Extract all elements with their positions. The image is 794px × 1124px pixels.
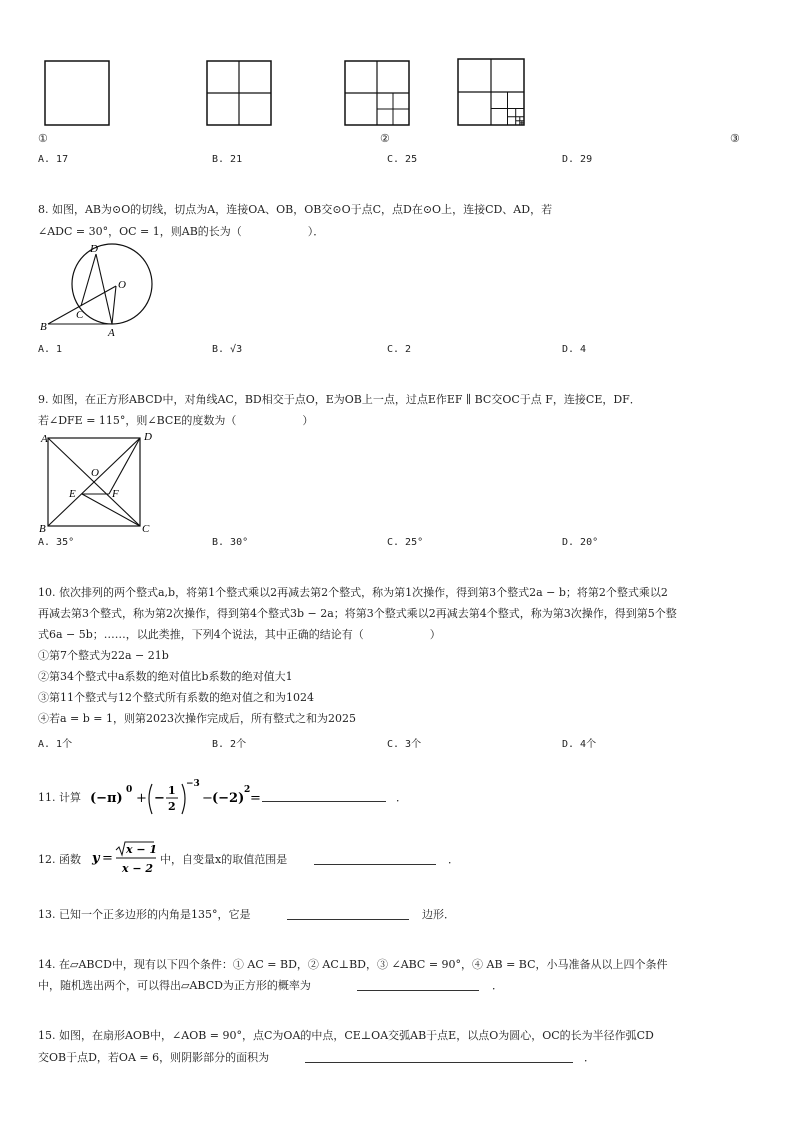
svg-text:=: = <box>102 851 113 866</box>
q8-circle-tangent-figure <box>38 242 168 337</box>
q9-point-o: O <box>91 467 99 479</box>
q11-suffix: ． <box>396 791 407 804</box>
q12-answer-blank[interactable] <box>314 852 436 865</box>
q8-point-b: B <box>40 321 47 333</box>
svg-text:y: y <box>92 851 100 866</box>
svg-text:2: 2 <box>168 800 176 813</box>
q12-prefix: 12. 函数 <box>38 853 81 866</box>
q10-option-a: A. 1个 <box>38 739 73 750</box>
q15-answer-blank[interactable] <box>305 1050 573 1063</box>
q8-option-a: A. 1 <box>38 344 63 355</box>
q10-statement-2: ②第34个整式中a系数的绝对值比b系数的绝对值大1 <box>38 670 293 683</box>
q10-text-line2: 再减去第3个整式，称为第2次操作，得到第4个整式3b − 2a；将第3个整式乘以2再减去第4个整式，称为第3次操作，得到第5个整 <box>38 607 677 620</box>
q8-point-d: D <box>90 243 98 255</box>
q13-suffix: 边形． <box>422 908 455 921</box>
q10-statement-4: ④若a = b = 1，则第2023次操作完成后，所有整式之和为2025 <box>38 712 357 725</box>
q9-point-e: E <box>69 488 76 500</box>
svg-text:x − 2: x − 2 <box>122 862 154 875</box>
q9-option-b: B. 30° <box>212 537 249 548</box>
figure-label-2: ② <box>380 132 390 145</box>
square-figure-1 <box>44 60 110 126</box>
q12-suffix: ． <box>448 853 459 866</box>
q10-option-b: B. 2个 <box>212 739 247 750</box>
q11-expression <box>90 774 260 820</box>
q10-statement-3: ③第11个整式与12个整式所有系数的绝对值之和为1024 <box>38 691 314 704</box>
square-figure-4 <box>457 58 525 126</box>
q9-option-c: C. 25° <box>387 537 424 548</box>
q11-answer-blank[interactable] <box>262 789 386 802</box>
figure-label-3: ③ <box>730 132 740 145</box>
q10-statement-1: ①第7个整式为22a − 21b <box>38 649 169 662</box>
q8-text-line2: ∠ADC = 30°，OC = 1，则AB的长为（ ）． <box>38 225 325 238</box>
q13-answer-blank[interactable] <box>287 907 409 920</box>
svg-text:1: 1 <box>168 784 176 797</box>
q8-point-a: A <box>108 327 115 339</box>
figure-label-1: ① <box>38 132 48 145</box>
q12-middle: 中，自变量x的取值范围是 <box>160 853 288 866</box>
q11-prefix: 11. 计算 <box>38 791 81 804</box>
square-figure-3 <box>344 60 410 126</box>
square-figure-2 <box>206 60 272 126</box>
q14-answer-blank[interactable] <box>357 978 479 991</box>
q15-text-line1: 15. 如图，在扇形AOB中，∠AOB = 90°，点C为OA的中点，CE⊥OA交弧AB于点E，以点O为圆心，OC的长为半径作弧CD <box>38 1029 654 1042</box>
q13-text: 13. 已知一个正多边形的内角是135°，它是 <box>38 908 251 921</box>
q15-suffix: ． <box>584 1051 595 1064</box>
svg-text:2: 2 <box>244 785 251 795</box>
q8-option-d: D. 4 <box>562 344 587 355</box>
svg-text:−: − <box>154 791 165 806</box>
q10-text-line3: 式6a − 5b；……，以此类推，下列4个说法，其中正确的结论有（ ） <box>38 628 441 641</box>
q9-point-f: F <box>112 488 119 500</box>
q7-option-b: B. 21 <box>212 154 243 165</box>
q8-text-line1: 8. 如图，AB为⊙O的切线，切点为A，连接OA、OB，OB交⊙O于点C，点D在⊙O上，连接CD、AD，若 <box>38 203 553 216</box>
q14-text-line2: 中，随机选出两个，可以得出▱ABCD为正方形的概率为 <box>38 979 311 992</box>
q8-point-o: O <box>118 279 126 291</box>
q7-option-a: A. 17 <box>38 154 69 165</box>
q15-text-line2: 交OB于点D，若OA = 6，则阴影部分的面积为 <box>38 1051 270 1064</box>
q9-option-d: D. 20° <box>562 537 599 548</box>
q10-option-c: C. 3个 <box>387 739 422 750</box>
q12-function-expression <box>92 838 160 878</box>
svg-text:0: 0 <box>126 785 133 795</box>
svg-text:+: + <box>136 791 147 806</box>
q9-point-c: C <box>142 523 150 535</box>
svg-text:(−2): (−2) <box>212 791 245 806</box>
q14-suffix: ． <box>492 979 503 992</box>
q7-option-d: D. 29 <box>562 154 593 165</box>
svg-text:(−π): (−π) <box>90 791 123 806</box>
svg-text:−: − <box>202 791 213 806</box>
q9-text-line2: 若∠DFE = 115°，则∠BCE的度数为（ ） <box>38 414 314 427</box>
svg-text:−3: −3 <box>186 779 200 789</box>
q7-option-c: C. 25 <box>387 154 418 165</box>
svg-text:=: = <box>250 791 261 806</box>
q9-point-b: B <box>39 523 46 535</box>
svg-text:x − 1: x − 1 <box>126 843 158 856</box>
q9-text-line1: 9. 如图，在正方形ABCD中，对角线AC，BD相交于点O，E为OB上一点，过点E作EF ∥ BC交OC于点 F，连接CE，DF． <box>38 393 641 406</box>
q14-text-line1: 14. 在▱ABCD中，现有以下四个条件：① AC = BD，② AC⊥BD，③ ∠ABC = 90°，④ AB = BC，小马准备从以上四个条件 <box>38 958 668 971</box>
q9-square-diagonals-figure <box>38 430 158 536</box>
q9-option-a: A. 35° <box>38 537 75 548</box>
q10-option-d: D. 4个 <box>562 739 597 750</box>
q9-point-d: D <box>144 431 152 443</box>
q10-text-line1: 10. 依次排列的两个整式a,b，将第1个整式乘以2再减去第2个整式，称为第1次操作，得到第3个整式2a − b；将第2个整式乘以2 <box>38 586 668 599</box>
q8-point-c: C <box>76 309 84 321</box>
q8-option-b: B. √3 <box>212 344 243 355</box>
q8-option-c: C. 2 <box>387 344 412 355</box>
q9-point-a: A <box>41 433 48 445</box>
